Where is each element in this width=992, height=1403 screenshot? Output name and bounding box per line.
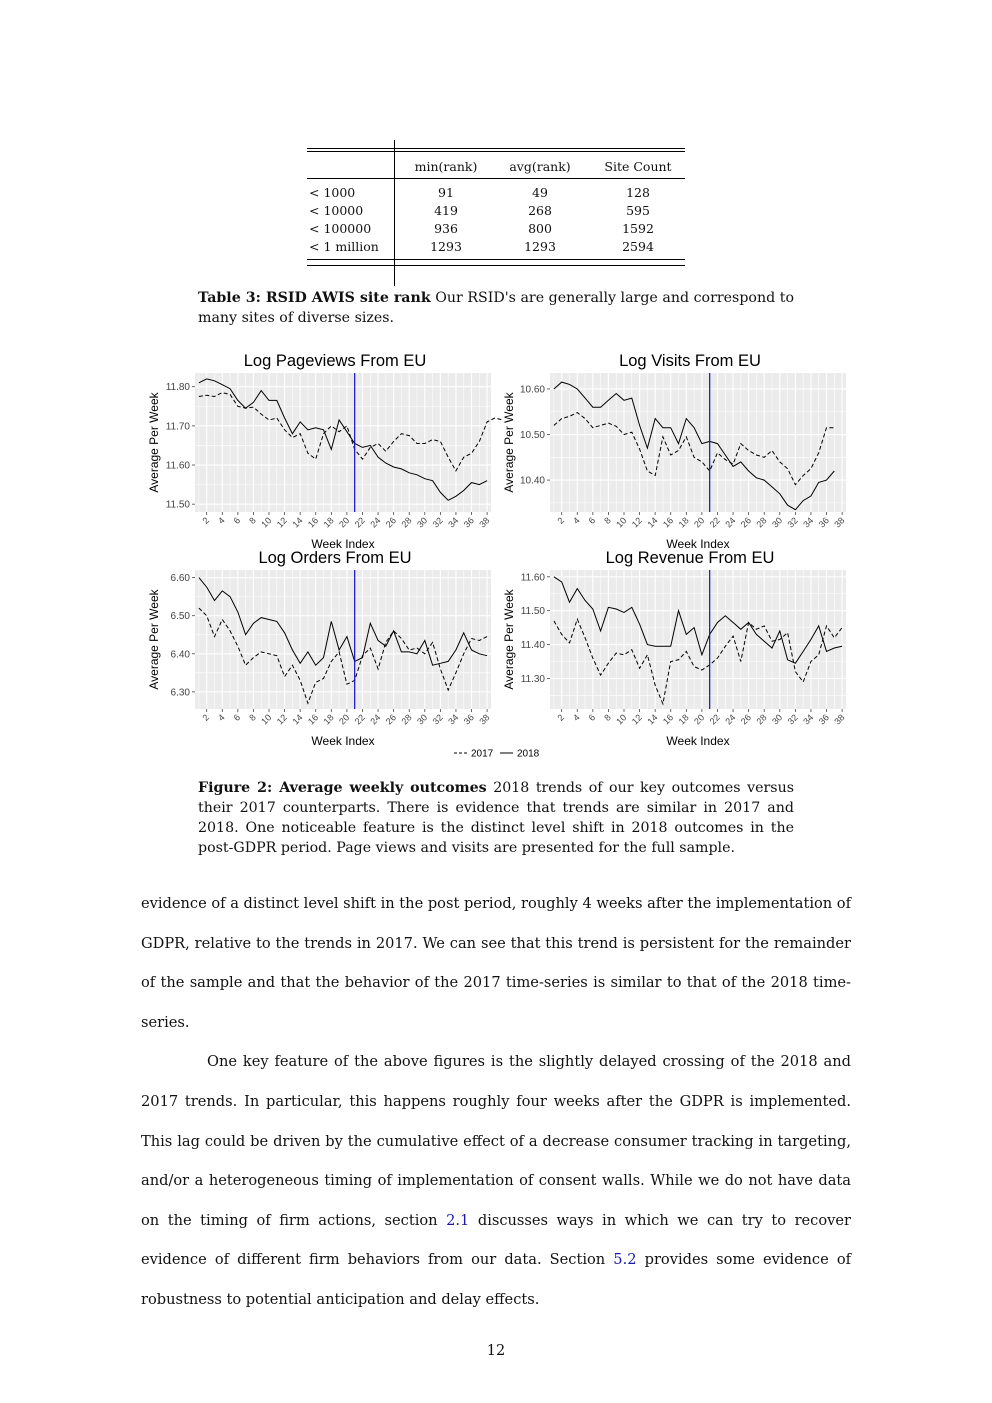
x-tick-label: 20 xyxy=(337,515,352,530)
x-tick-label: 32 xyxy=(785,515,800,530)
rank-table xyxy=(307,140,685,286)
y-tick-label: 6.60 xyxy=(170,573,190,585)
table-caption-text: Our RSID's are generally large and correspond to many sites of diverse sizes. xyxy=(198,290,794,326)
legend-label-2018: 2018 xyxy=(517,748,540,760)
table-cell: 91 xyxy=(438,185,454,200)
orders-chart xyxy=(147,549,492,748)
paragraph-1: evidence of a distinct level shift in the post period, roughly 4 weeks after the implementation of GDPR, relative to the trends in 2017. We can see that this trend is persistent for the remainder of the sample and that the behavior of the 2017 time-series is similar to that of the 2018 time-series. xyxy=(141,895,851,1031)
paragraph-2-part-b: discusses ways in which we can try to recover evidence of different firm behaviors from our data. Section xyxy=(141,1211,851,1269)
x-tick-label: 20 xyxy=(337,712,352,727)
x-tick-label: 32 xyxy=(785,712,800,727)
x-tick-label: 26 xyxy=(383,712,399,727)
table-cell: 49 xyxy=(532,185,548,200)
figure-2-charts xyxy=(138,345,858,765)
y-tick-label: 11.70 xyxy=(165,421,190,433)
x-tick-label: 8 xyxy=(247,712,258,723)
x-tick-label: 26 xyxy=(738,515,754,530)
x-tick-label: 22 xyxy=(707,712,722,727)
x-tick-label: 24 xyxy=(368,712,383,727)
y-tick-label: 10.60 xyxy=(519,384,545,396)
x-tick-label: 26 xyxy=(383,515,399,530)
panel-background xyxy=(550,373,846,512)
x-tick-label: 4 xyxy=(216,712,227,723)
table-caption xyxy=(198,288,794,328)
x-tick-label: 6 xyxy=(586,515,598,526)
x-tick-label: 8 xyxy=(602,515,613,526)
x-tick-label: 6 xyxy=(231,515,243,526)
y-tick-label: 6.30 xyxy=(170,687,190,699)
table-header-min-rank: min(rank) xyxy=(414,159,478,174)
y-tick-label: 11.60 xyxy=(520,572,545,584)
y-axis-label: Average Per Week xyxy=(147,589,161,690)
x-tick-label: 22 xyxy=(352,515,367,530)
chart-title: Log Orders From EU xyxy=(258,549,412,567)
x-tick-label: 22 xyxy=(352,712,367,727)
x-tick-label: 10 xyxy=(259,712,274,727)
x-tick-label: 36 xyxy=(816,712,831,727)
table-row-label: < 100000 xyxy=(309,221,372,236)
x-tick-label: 2 xyxy=(555,712,567,723)
table-header-rule xyxy=(307,178,685,179)
table-cell: 1293 xyxy=(430,239,462,254)
x-tick-label: 34 xyxy=(446,515,461,530)
table-bottom-rule xyxy=(307,259,685,260)
y-axis-label: Average Per Week xyxy=(502,392,516,493)
x-tick-label: 38 xyxy=(832,712,847,727)
section-link-5-2[interactable]: 5.2 xyxy=(613,1251,637,1269)
panel-background xyxy=(195,570,491,709)
x-tick-label: 28 xyxy=(399,712,414,727)
x-tick-label: 4 xyxy=(216,515,227,526)
x-tick-label: 30 xyxy=(415,515,430,530)
legend-label-2017: 2017 xyxy=(471,748,494,760)
x-tick-label: 6 xyxy=(231,712,243,723)
chart-title: Log Pageviews From EU xyxy=(243,352,427,370)
x-tick-label: 2 xyxy=(200,712,212,723)
y-tick-label: 11.50 xyxy=(520,606,545,618)
x-axis-label: Week Index xyxy=(311,537,375,551)
x-tick-label: 36 xyxy=(461,712,476,727)
x-tick-label: 16 xyxy=(305,515,321,530)
x-tick-label: 36 xyxy=(816,515,831,530)
figure-caption xyxy=(198,778,794,858)
x-tick-label: 34 xyxy=(801,515,816,530)
x-tick-label: 18 xyxy=(321,712,336,727)
x-axis-label: Week Index xyxy=(311,734,375,748)
table-cell: 128 xyxy=(626,185,650,200)
x-tick-label: 32 xyxy=(430,712,445,727)
figure-2 xyxy=(138,345,858,769)
x-tick-label: 12 xyxy=(629,515,644,530)
table-cell: 936 xyxy=(434,221,458,236)
x-tick-label: 20 xyxy=(692,712,707,727)
x-tick-label: 24 xyxy=(723,712,738,727)
x-tick-label: 38 xyxy=(477,515,492,530)
x-tick-label: 34 xyxy=(446,712,461,727)
x-tick-label: 6 xyxy=(586,712,598,723)
table-header-avg-rank: avg(rank) xyxy=(509,159,571,174)
table-cell: 268 xyxy=(528,203,552,218)
panel-background xyxy=(195,373,491,512)
x-axis-label: Week Index xyxy=(666,537,730,551)
table-cell: 595 xyxy=(626,203,650,218)
legend xyxy=(454,749,540,760)
x-tick-label: 8 xyxy=(602,712,613,723)
table-row-label: < 10000 xyxy=(309,203,364,218)
x-tick-label: 28 xyxy=(754,712,769,727)
x-tick-label: 16 xyxy=(660,712,676,727)
x-tick-label: 34 xyxy=(801,712,816,727)
table-bottom-rule-2 xyxy=(307,265,685,266)
figure-caption-label: Figure 2: Average weekly outcomes xyxy=(198,780,487,796)
x-tick-label: 4 xyxy=(571,712,582,723)
x-tick-label: 22 xyxy=(707,515,722,530)
body-text xyxy=(141,884,851,1320)
y-tick-label: 6.40 xyxy=(170,649,190,661)
table-cell: 1293 xyxy=(524,239,556,254)
x-tick-label: 10 xyxy=(614,712,629,727)
x-axis-label: Week Index xyxy=(666,734,730,748)
x-tick-label: 14 xyxy=(645,712,660,727)
table-row-label: < 1 million xyxy=(309,239,379,254)
figure-caption-text: 2018 trends of our key outcomes versus their 2017 counterparts. There is evidence that trends are similar in 2017 and 2018. One noticeable feature is the distinct level shift in 2018 outcomes in the post-GDPR period. Page views and visits are presented for the full sample. xyxy=(198,780,794,856)
x-tick-label: 8 xyxy=(247,515,258,526)
x-tick-label: 28 xyxy=(399,515,414,530)
x-tick-label: 24 xyxy=(723,515,738,530)
section-link-2-1[interactable]: 2.1 xyxy=(446,1211,470,1229)
revenue-chart xyxy=(502,549,847,748)
x-tick-label: 16 xyxy=(660,515,676,530)
y-tick-label: 11.40 xyxy=(520,640,545,652)
x-tick-label: 32 xyxy=(430,515,445,530)
pageviews-chart xyxy=(147,352,503,551)
page-number: 12 xyxy=(486,1343,506,1359)
x-tick-label: 14 xyxy=(290,712,305,727)
visits-chart xyxy=(502,352,847,551)
y-tick-label: 11.80 xyxy=(165,382,190,394)
x-tick-label: 18 xyxy=(676,712,691,727)
x-tick-label: 24 xyxy=(368,515,383,530)
y-axis-label: Average Per Week xyxy=(147,392,161,493)
x-tick-label: 38 xyxy=(477,712,492,727)
y-tick-label: 11.60 xyxy=(165,460,190,472)
y-tick-label: 10.50 xyxy=(519,430,545,442)
x-tick-label: 2 xyxy=(200,515,212,526)
x-tick-label: 36 xyxy=(461,515,476,530)
table-header-site-count: Site Count xyxy=(604,159,672,174)
chart-title: Log Revenue From EU xyxy=(605,549,775,567)
table-cell: 2594 xyxy=(622,239,654,254)
chart-title: Log Visits From EU xyxy=(619,352,761,370)
x-tick-label: 12 xyxy=(629,712,644,727)
table-caption-label: Table 3: RSID AWIS site rank xyxy=(198,290,431,306)
x-tick-label: 4 xyxy=(571,515,582,526)
paragraph-2-part-c: provides some evidence of robustness to potential anticipation and delay effects. xyxy=(141,1251,852,1308)
table-cell: 419 xyxy=(434,203,458,218)
paragraph-2-part-a: One key feature of the above figures is the slightly delayed crossing of the 2018 and 2017 trends. In particular, this happens roughly four weeks after the GDPR is implemented. This lag could be driven by the cumulative effect of a decrease consumer tracking in targeting, and/or a heterogeneous timing of implementation of consent walls. While we do not have data on the timing of firm actions, section xyxy=(141,1053,851,1229)
table-row-label: < 1000 xyxy=(309,185,356,200)
x-tick-label: 38 xyxy=(832,515,847,530)
x-tick-label: 28 xyxy=(754,515,769,530)
x-tick-label: 12 xyxy=(274,712,289,727)
x-tick-label: 14 xyxy=(290,515,305,530)
y-axis-label: Average Per Week xyxy=(502,589,516,690)
y-tick-label: 11.30 xyxy=(520,673,545,685)
x-tick-label: 2 xyxy=(555,515,567,526)
x-tick-label: 16 xyxy=(305,712,321,727)
y-tick-label: 10.40 xyxy=(519,475,545,487)
paragraph-2 xyxy=(141,1042,851,1319)
y-tick-label: 11.50 xyxy=(165,499,190,511)
table-top-rule-2 xyxy=(307,151,685,152)
x-tick-label: 20 xyxy=(692,515,707,530)
x-tick-label: 26 xyxy=(738,712,754,727)
x-tick-label: 14 xyxy=(645,515,660,530)
x-tick-label: 18 xyxy=(321,515,336,530)
x-tick-label: 18 xyxy=(676,515,691,530)
table-cell: 1592 xyxy=(622,221,654,236)
table-cell: 800 xyxy=(528,221,552,236)
x-tick-label: 12 xyxy=(274,515,289,530)
table-top-rule xyxy=(307,148,685,149)
y-tick-label: 6.50 xyxy=(170,611,190,623)
x-tick-label: 10 xyxy=(259,515,274,530)
x-tick-label: 30 xyxy=(770,515,785,530)
x-tick-label: 10 xyxy=(614,515,629,530)
x-tick-label: 30 xyxy=(770,712,785,727)
x-tick-label: 30 xyxy=(415,712,430,727)
